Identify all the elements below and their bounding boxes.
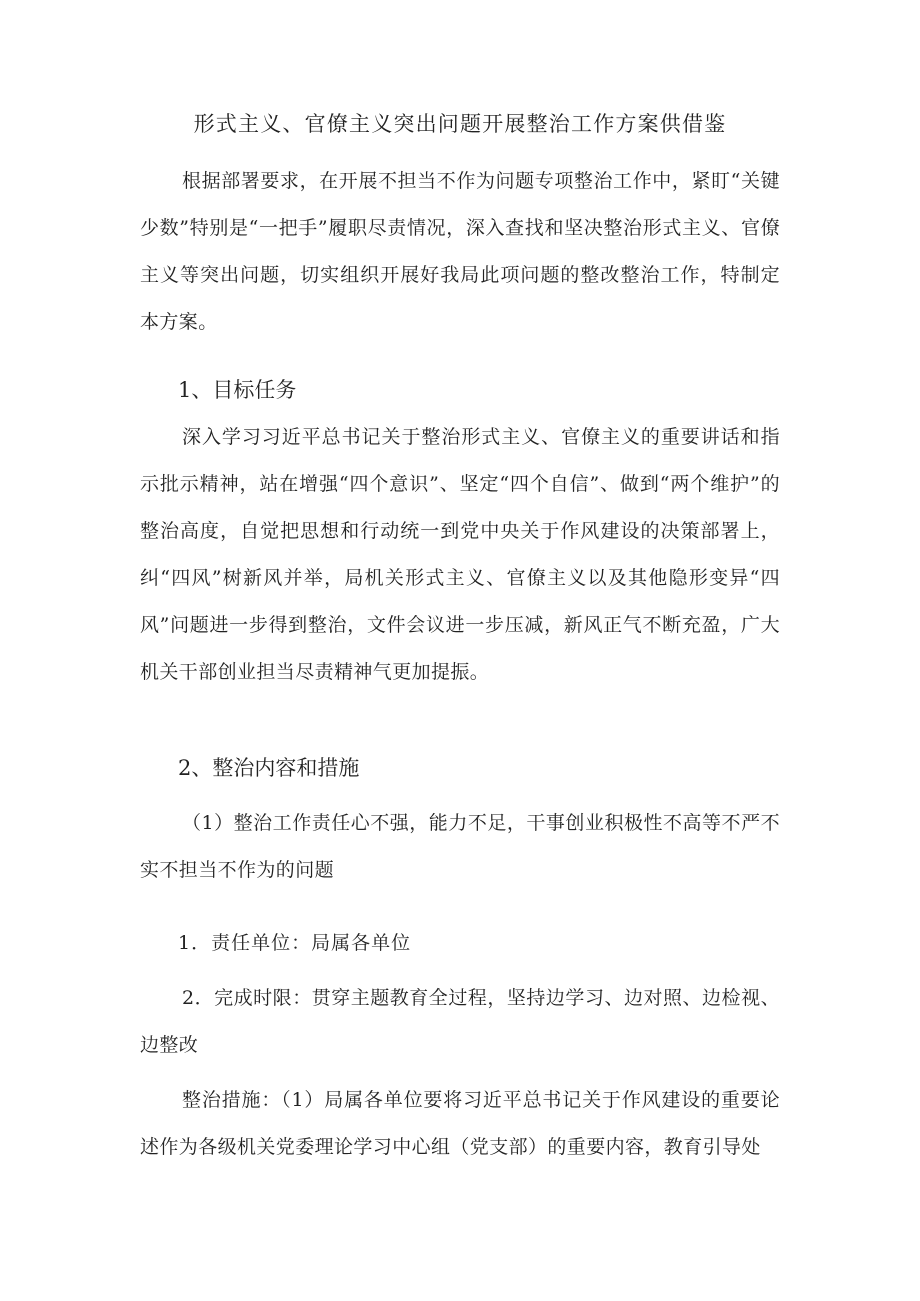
deadline-item: 2．完成时限：贯穿主题教育全过程，坚持边学习、边对照、边检视、边整改 xyxy=(140,987,780,1056)
intro-paragraph: 根据部署要求，在开展不担当不作为问题专项整治工作中，紧盯“关键少数”特别是“一把手”履职尽责情况，深入查找和坚决整治形式主义、官僚主义等突出问题，切实组织开展好我局此项问题的整改整治工作，特制定本方案。 xyxy=(140,170,780,333)
document-title: 形式主义、官僚主义突出问题开展整治工作方案供借鉴 xyxy=(193,112,727,136)
section-2-heading: 2、整治内容和措施 xyxy=(178,756,360,780)
measures-paragraph: 整治措施：（1）局属各单位要将习近平总书记关于作风建设的重要论述作为各级机关党委理论学习中心组（党支部）的重要内容，教育引导处 xyxy=(140,1089,780,1158)
responsible-unit-item: 1．责任单位：局属各单位 xyxy=(178,932,412,954)
sub-item-1: （1）整治工作责任心不强，能力不足，干事创业积极性不高等不严不实不担当不作为的问题 xyxy=(140,812,780,881)
section-1-body: 深入学习习近平总书记关于整治形式主义、官僚主义的重要讲话和指示批示精神，站在增强“四个意识”、坚定“四个自信”、做到“两个维护”的整治高度，自觉把思想和行动统一到党中央关于作风建设的决策部署上，纠“四风”树新风并举，局机关形式主义、官僚主义以及其他隐形变异“四风”问题进一步得到整治，文件会议进一步压减，新风正气不断充盈，广大机关干部创业担当尽责精神气更加提振。 xyxy=(140,426,780,683)
section-1-heading: 1、目标任务 xyxy=(178,378,297,402)
